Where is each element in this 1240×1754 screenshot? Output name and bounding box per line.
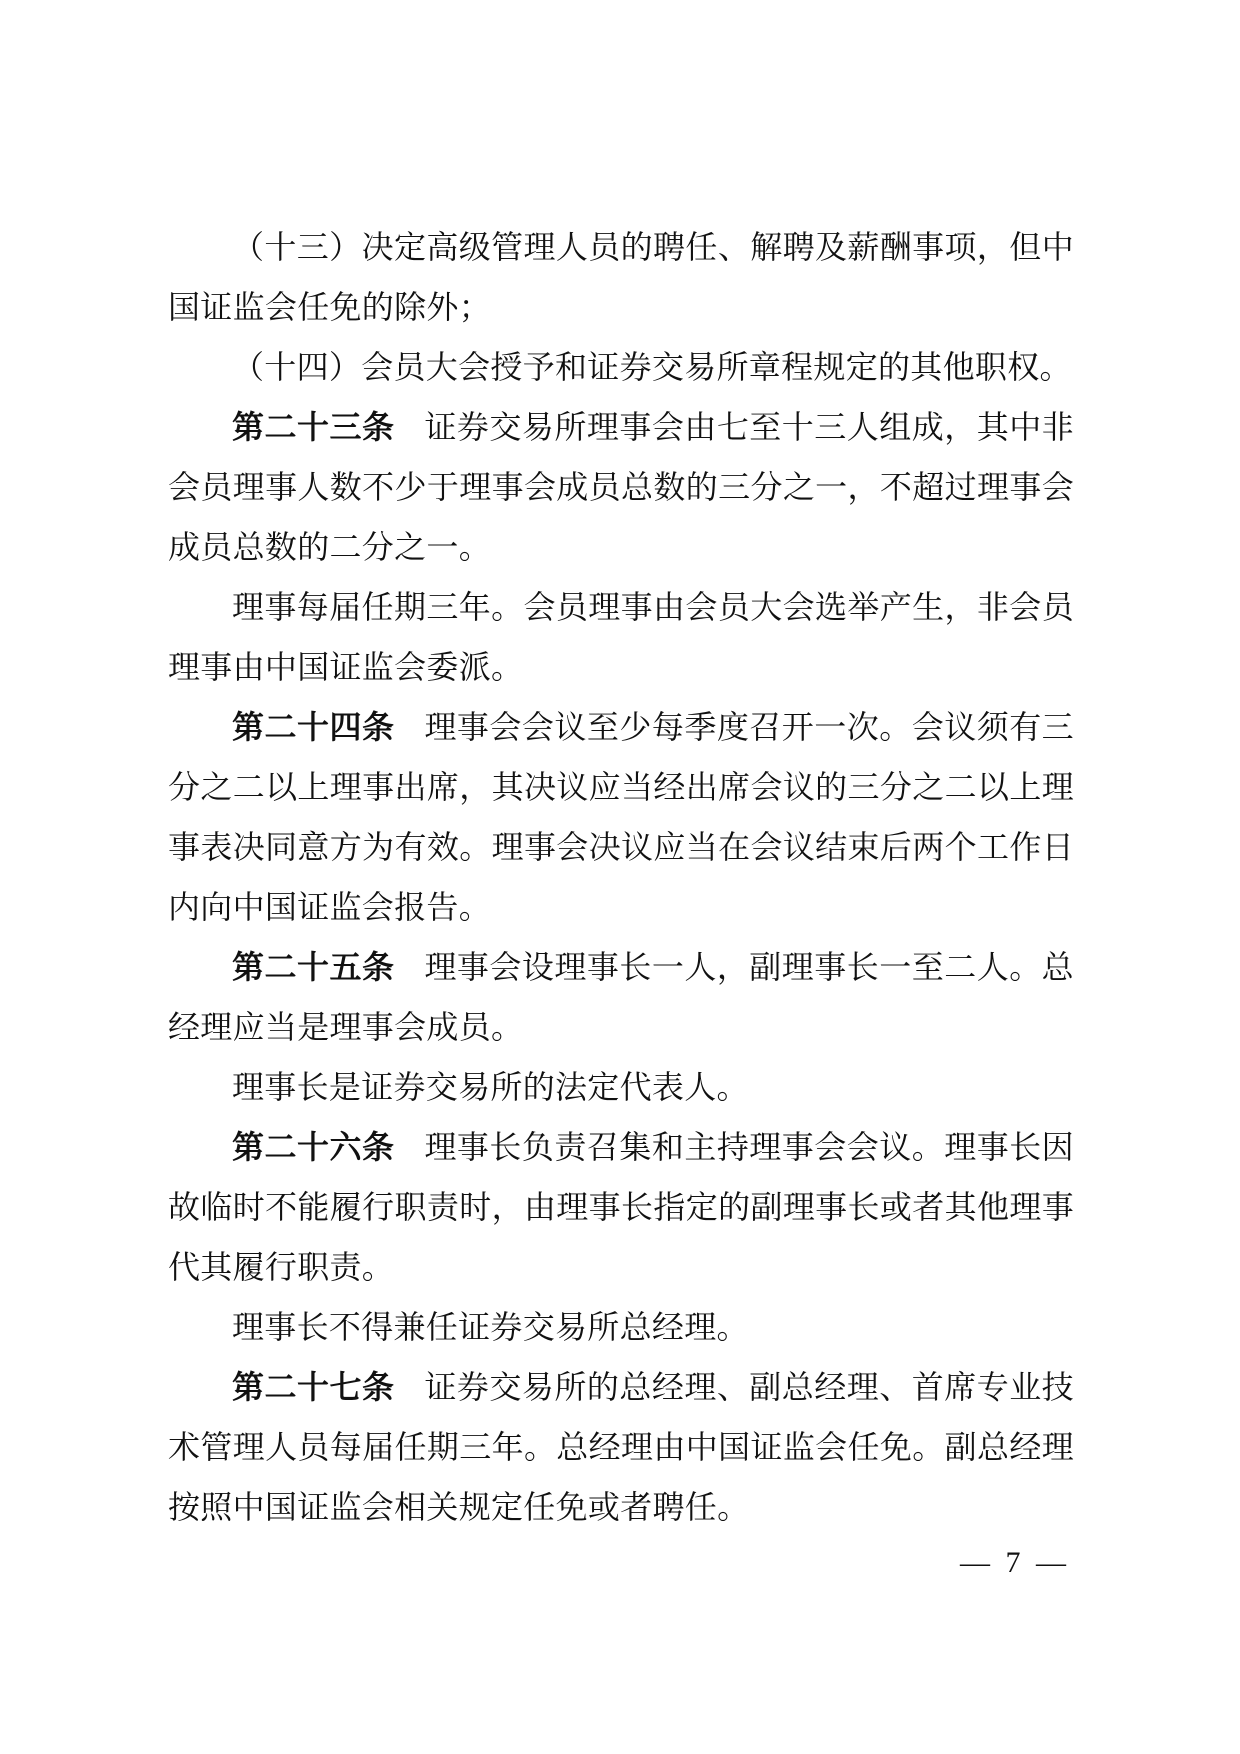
article-23-para-2 <box>168 577 1074 697</box>
article-26 <box>168 1117 1074 1297</box>
paragraph-text: （十三）决定高级管理人员的聘任、解聘及薪酬事项，但中国证监会任免的除外； <box>168 228 1074 326</box>
article-text: 理事会会议至少每季度召开一次。会议须有三分之二以上理事出席，其决议应当经出席会议的三分之二以上理事表决同意方为有效。理事会决议应当在会议结束后两个工作日内向中国证监会报告。 <box>168 708 1074 926</box>
paragraph-text: 理事长不得兼任证券交易所总经理。 <box>232 1308 749 1346</box>
paragraph-14 <box>168 337 1074 397</box>
article-title: 第二十五条 <box>232 948 395 986</box>
article-title: 第二十六条 <box>232 1128 395 1166</box>
article-title: 第二十四条 <box>232 708 395 746</box>
article-26-para-2 <box>168 1297 1074 1357</box>
article-text: 理事长负责召集和主持理事会会议。理事长因故临时不能履行职责时，由理事长指定的副理事长或者其他理事代其履行职责。 <box>168 1128 1074 1286</box>
article-25-para-2 <box>168 1057 1074 1117</box>
article-title: 第二十七条 <box>232 1368 395 1406</box>
article-text: 证券交易所的总经理、副总经理、首席专业技术管理人员每届任期三年。总经理由中国证监会任免。副总经理按照中国证监会相关规定任免或者聘任。 <box>168 1368 1074 1526</box>
article-25 <box>168 937 1074 1057</box>
paragraph-text: （十四）会员大会授予和证券交易所章程规定的其他职权。 <box>232 348 1072 386</box>
article-text: 证券交易所理事会由七至十三人组成，其中非会员理事人数不少于理事会成员总数的三分之一，不超过理事会成员总数的二分之一。 <box>168 408 1074 566</box>
document-body <box>168 217 1074 1537</box>
paragraph-text: 理事每届任期三年。会员理事由会员大会选举产生，非会员理事由中国证监会委派。 <box>168 588 1074 686</box>
page-number: — 7 — <box>960 1546 1070 1579</box>
article-title: 第二十三条 <box>232 408 395 446</box>
article-27 <box>168 1357 1074 1537</box>
paragraph-13 <box>168 217 1074 337</box>
article-23 <box>168 397 1074 577</box>
article-text: 理事会设理事长一人，副理事长一至二人。总经理应当是理事会成员。 <box>168 948 1074 1046</box>
article-24 <box>168 697 1074 937</box>
paragraph-text: 理事长是证券交易所的法定代表人。 <box>232 1068 749 1106</box>
